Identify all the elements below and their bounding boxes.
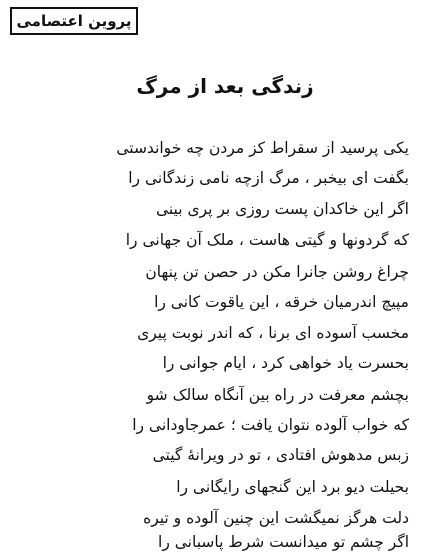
poem-line-8: بحسرت یاد خواهی کرد ، ایام جوانی را	[162, 354, 409, 372]
poem-line-12: بحیلت دیو برد این گنجهای رایگانی را	[176, 478, 409, 496]
poem-line-7: مخسب آسوده ای برنا ، که اندر نوبت پیری	[137, 324, 409, 342]
poem-line-5: چراغ روشن جانرا مکن در حصن تن پنهان	[145, 263, 409, 281]
author-name: پروین اعتصامی	[16, 12, 132, 30]
poem-line-11: زبس مدهوش افتادی ، تو در ویرانهٔ گیتی	[152, 446, 409, 464]
poem-title: زندگی بعد از مرگ	[136, 74, 314, 98]
poem-line-3: اگر این خاکدان پست روزی بر پری بینی	[155, 200, 409, 218]
poem-line-1: یکی پرسید از سقراط کز مردن چه خواندستی	[116, 139, 409, 157]
poem-line-10: که خواب آلوده نتوان یافت ؛ عمرجاودانی را	[132, 416, 409, 434]
author-name-box	[10, 7, 138, 35]
poem-line-2: بگفت ای بیخبر ، مرگ ازچه نامی زندگانی را	[128, 169, 409, 187]
poem-line-13: دلت هرگز نمیگشت این چنین آلوده و تیره	[143, 509, 409, 527]
poem-line-14: اگر چشم تو میدانست شرط پاسبانی را	[158, 533, 409, 551]
poem-line-4: که گردونها و گیتی هاست ، ملک آن جهانی را	[125, 231, 409, 249]
poem-line-6: مپیچ اندرمیان خرقه ، این یاقوت کانی را	[154, 293, 409, 311]
poem-line-9: بچشم معرفت در راه بین آنگاه سالک شو	[146, 386, 409, 404]
